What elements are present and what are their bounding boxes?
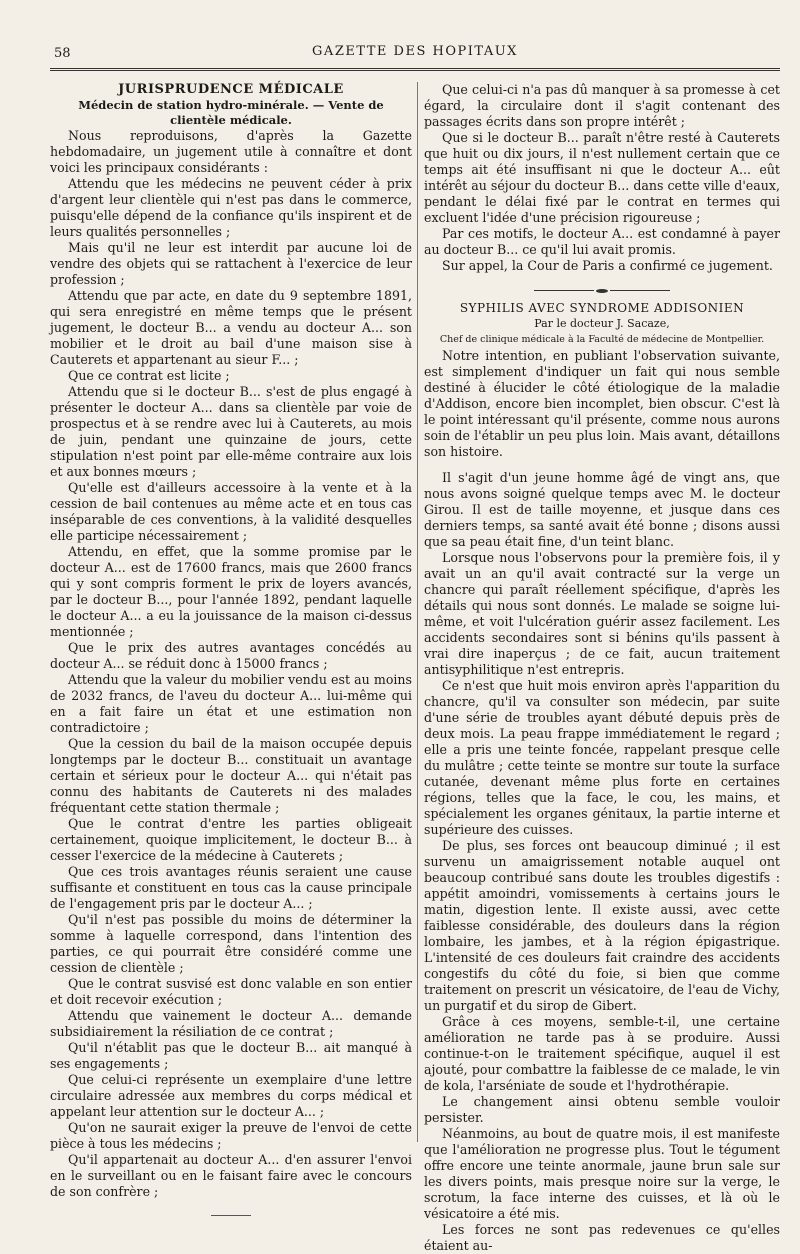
paragraph: Que celui-ci représente un exemplaire d'une lettre circulaire adressée aux membres du corps médical et appelant leur attention sur le docteur A... ; — [50, 1072, 412, 1119]
article-title: SYPHILIS AVEC SYNDROME ADDISONIEN — [459, 301, 745, 315]
left-column — [50, 82, 412, 1199]
paragraph: Attendu, en effet, que la somme promise par le docteur A... est de 17600 francs, mais que 2600 francs qui y sont compris forment le prix de loyers avancés, par le docteur B..., pour l'année 1892, pendant laquelle le docteur A... a eu la jouissance de la maison ci-dessus mentionnée ; — [50, 544, 412, 639]
paragraph: Notre intention, en publiant l'observation suivante, est simplement d'indiquer un fait qui nous semble destiné à élucider le côté étiologique de la maladie d'Addison, encore bien incomplet, bien obscur. C'est là le point intéressant qu'il présente, comme nous aurons soin de l'établir un peu plus loin. Mais avant, détaillons son histoire. — [424, 348, 780, 459]
paragraph: Lorsque nous l'observons pour la première fois, il y avait un an qu'il avait contracté sur la verge un chancre qui paraît réellement spécifique, d'après les détails qui nous sont donnés. Le malade se soigne lui-même, et voit l'ulcération guérir assez facilement. Les accidents secondaires sont si bénins qu'ils passent à vrai dire inaperçus ; de ce fait, aucun traitement antisyphilitique n'est entrepris. — [424, 550, 780, 677]
paragraph: Que le contrat d'entre les parties obligeait certainement, quoique implicitement, le docteur B... à cesser l'exercice de la médecine à Cauterets ; — [50, 816, 412, 863]
paragraph: Que le prix des autres avantages concédés au docteur A... se réduit donc à 15000 francs ; — [50, 640, 412, 671]
paragraph: Attendu que par acte, en date du 9 septembre 1891, qui sera enregistré en même temps que le présent jugement, le docteur B... a vendu au docteur A... son mobilier et le droit au bail d'une maison sise à Cauterets et appartenant au sieur F... ; — [50, 288, 412, 367]
paragraph: Attendu que les médecins ne peuvent céder à prix d'argent leur clientèle qui n'est pas dans le commerce, puisqu'elle dépend de la confiance qu'ils inspirent et de leurs qualités personnelles ; — [50, 176, 412, 239]
paragraph: Que ce contrat est licite ; — [68, 368, 230, 383]
article-subtitle: Médecin de station hydro-minérale. — Vente de clientèle médicale. — [78, 98, 384, 127]
page-header — [50, 42, 780, 62]
paragraph: Que ces trois avantages réunis seraient une cause suffisante et constituent en tous cas la cause principale de l'engagement pris par le docteur A... ; — [50, 864, 412, 911]
paragraph: Que le contrat susvisé est donc valable en son entier et doit recevoir exécution ; — [50, 976, 412, 1007]
paragraph: Que si le docteur B... paraît n'être resté à Cauterets que huit ou dix jours, il n'est nullement certain que ce temps ait été insuffisant ni que le docteur A... eût intérêt au séjour du docteur B... dans cette ville d'eaux, pendant le délai fixé par le contrat en termes qui excluent l'idée d'une précision rigoureuse ; — [424, 130, 780, 225]
paragraph: Sur appel, la Cour de Paris a confirmé ce jugement. — [442, 258, 773, 273]
paragraph: Nous reproduisons, d'après la Gazette hebdomadaire, un jugement utile à connaître et dont voici les principaux considérants : — [50, 128, 412, 175]
paragraph: Qu'il n'établit pas que le docteur B... ait manqué à ses engagements ; — [50, 1040, 412, 1071]
header-rule — [50, 68, 780, 71]
paragraph: Grâce à ces moyens, semble-t-il, une certaine amélioration ne tarde pas à se produire. Aussi continue-t-on le traitement spécifique, auquel il est ajouté, pour combattre la faiblesse de ce malade, le vin de kola, l'arséniate de soude et l'hydrothérapie. — [424, 1014, 780, 1093]
paragraph: Attendu que si le docteur B... s'est de plus engagé à présenter le docteur A... dans sa clientèle par voie de prospectus et à se rendre avec lui à Cauterets, au mois de juin, pendant une quinzaine de jours, cette stipulation n'est point par elle-même contraire aux lois et aux bonnes mœurs ; — [50, 384, 412, 479]
paragraph: Qu'on ne saurait exiger la preuve de l'envoi de cette pièce à tous les médecins ; — [50, 1120, 412, 1151]
paragraph: Qu'il n'est pas possible du moins de déterminer la somme à laquelle correspond, dans l'intention des parties, ce qui pourrait être considéré comme une cession de clientèle ; — [50, 912, 412, 975]
paragraph: Ce n'est que huit mois environ après l'apparition du chancre, qu'il va consulter son médecin, par suite d'une série de troubles ayant débuté depuis près de deux mois. La peau frappe immédiatement le regard ; elle a pris une teinte foncée, rappelant presque celle du mulâtre ; cette teinte se montre sur toute la surface cutanée, devenant même plus forte en certaines régions, telles que la face, le cou, les mains, et spécialement les organes génitaux, la partie interne et supérieure des cuisses. — [424, 678, 780, 837]
journal-title: GAZETTE DES HOPITAUX — [312, 44, 518, 59]
paragraph: Que la cession du bail de la maison occupée depuis longtemps par le docteur B... constituait un avantage certain et sérieux pour le docteur A... qui n'était pas connu des habitants de Cauterets ni des malades fréquentant cette station thermale ; — [50, 736, 412, 815]
paragraph: Mais qu'il ne leur est interdit par aucune loi de vendre des objets qui se rattachent à l'exercice de leur profession ; — [50, 240, 412, 287]
paragraph: Qu'il appartenait au docteur A... d'en assurer l'envoi en le surveillant ou en le faisant faire avec le concours de son confrère ; — [50, 1152, 412, 1199]
byline: Par le docteur J. Sacaze, — [534, 317, 670, 330]
paragraph: De plus, ses forces ont beaucoup diminué ; il est survenu un amaigrissement notable auquel ont beaucoup contribué sans doute les troubles digestifs : appétit amoindri, vomissements à certains jours le matin, digestion lente. Il existe aussi, avec cette faiblesse considérable, des douleurs dans la région lombaire, les jambes, et à la région épigastrique. L'intensité de ces douleurs fait craindre des accidents congestifs du côté du foie, si bien que comme traitement on prescrit un vésicatoire, de l'eau de Vichy, un purgatif et du sirop de Gibert. — [424, 838, 780, 1013]
paragraph: Que celui-ci n'a pas dû manquer à sa promesse à cet égard, la circulaire dont il s'agit contenant des passages écrits dans son propre intérêt ; — [424, 82, 780, 129]
paragraph: Il s'agit d'un jeune homme âgé de vingt ans, que nous avons soigné quelque temps avec M. le docteur Girou. Il est de taille moyenne, et jusque dans ces derniers temps, sa santé avait été bonne ; disons aussi que sa peau était fine, d'un teint blanc. — [424, 470, 780, 549]
article-intro — [424, 348, 780, 460]
right-column — [424, 82, 780, 1253]
byline-affiliation: Chef de clinique médicale à la Faculté de médecine de Montpellier. — [439, 334, 765, 345]
page-number: 58 — [54, 46, 71, 61]
paragraph: Qu'elle est d'ailleurs accessoire à la vente et à la cession de bail contenues au même acte et en tous cas inséparable de ces conventions, à la validité desquelles elle participe nécessairement ; — [50, 480, 412, 543]
end-ornament — [50, 1204, 412, 1220]
column-divider — [417, 82, 418, 1142]
paragraph: Attendu que la valeur du mobilier vendu est au moins de 2032 francs, de l'aveu du docteur A... lui-même qui en a fait faire un état et une estimation non contradictoire ; — [50, 672, 412, 735]
left-paragraphs — [50, 128, 412, 1200]
paragraph: Néanmoins, au bout de quatre mois, il est manifeste que l'amélioration ne progresse plus. Tout le tégument offre encore une teinte anormale, jaune brun sale sur les divers points, mais presque noire sur la verge, le scrotum, la face interne des cuisses, et là où le vésicatoire a été mis. — [424, 1126, 780, 1221]
section-title: JURISPRUDENCE MÉDICALE — [118, 82, 344, 97]
paragraph: Attendu que vainement le docteur A... demande subsidiairement la résiliation de ce contrat ; — [50, 1008, 412, 1039]
case-paragraphs — [424, 470, 780, 1254]
right-top-paragraphs — [424, 82, 780, 274]
separator-ornament — [424, 282, 780, 292]
paragraph: Le changement ainsi obtenu semble vouloir persister. — [424, 1094, 780, 1125]
paragraph: Par ces motifs, le docteur A... est condamné à payer au docteur B... ce qu'il lui avait promis. — [424, 226, 780, 257]
paragraph: Les forces ne sont pas redevenues ce qu'elles étaient au- — [424, 1222, 780, 1253]
